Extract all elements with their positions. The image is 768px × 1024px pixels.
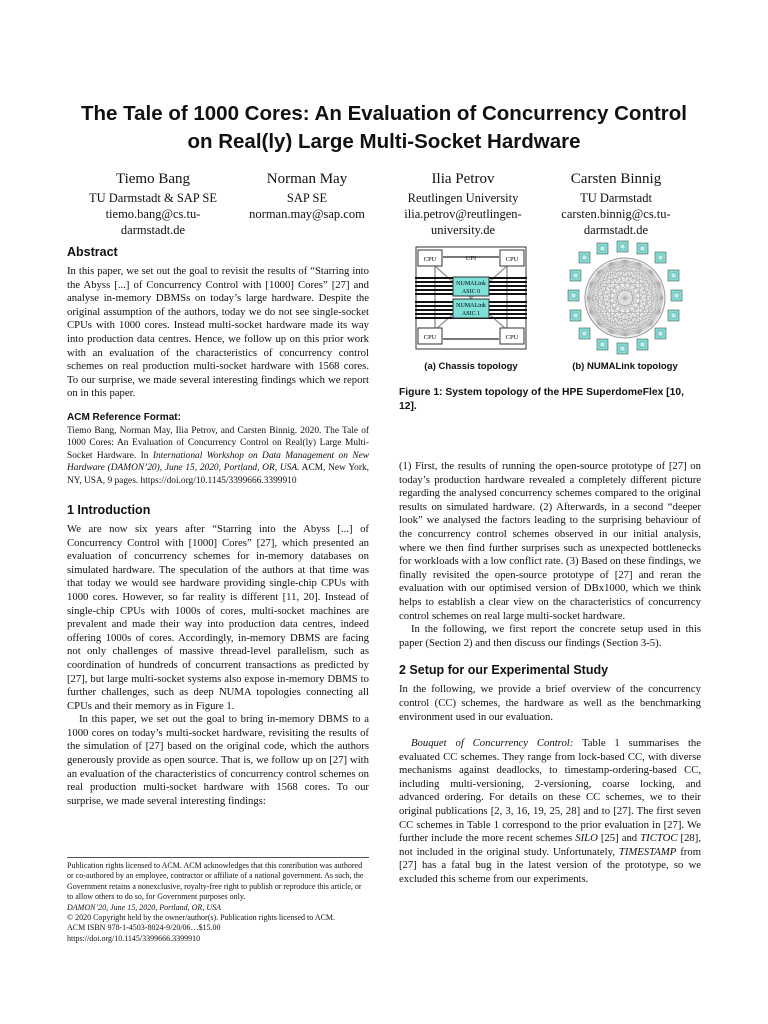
footnote-block xyxy=(67,861,369,944)
author-name: Ilia Petrov xyxy=(431,171,495,187)
acm-ref-text: Tiemo Bang, Norman May, Ilia Petrov, and Carsten Binnig. 2020. The Tale of 1000 Cores: An Evaluation of Concurrency Control on Real(ly) Large Multi-Socket Hardware. In International Workshop on Data Management on New Hardware (DAMON’20), June 15, 2020, Portland, OR, USA. ACM, New York, NY, USA, 9 pages. https://doi.org/10.1145/3399666.3399910 xyxy=(67,425,370,486)
footnote-isbn: ACM ISBN 978-1-4503-8024-9/20/06…$15.00 xyxy=(67,923,221,933)
chassis-node xyxy=(655,328,666,339)
asic1-label-1: NUMALink xyxy=(456,303,486,309)
chassis-node xyxy=(570,310,581,321)
section-2-heading: 2 Setup for our Experimental Study xyxy=(399,663,609,678)
author-name: Norman May xyxy=(266,171,348,187)
chassis-node xyxy=(597,243,608,254)
title-line-1: The Tale of 1000 Cores: An Evaluation of Concurrency Control xyxy=(81,102,687,125)
asic0-label-1: NUMALink xyxy=(456,281,486,287)
bouquet-paragraph: Bouquet of Concurrency Control: Table 1 summarises the evaluated CC schemes. They range from lock-based CC, with diverse mechanisms against deadlocks, to timestamp-ordering-based CC, including multi-versioning, 2-versioning, coarse locking, and advanced ordering. For details on these CC schemes, we to their original publications [2, 3, 16, 19, 25, 28] and to [27]. The first seven CC schemes in Table 1 correspond to the prior evaluation in [27]. We further include the more recent schemes SILO [25] and TICTOC [28], not included in the original study. Unfortunately, TIMESTAMP from [27] has a fatal bug in the latest version of the prototype, so we excluded this scheme from our experiments. xyxy=(399,737,702,886)
abstract-text: In this paper, we set out the goal to revisit the results of “Starring into the Abyss [...] of Concurrency Control with [1000] Cores” [27] and analyse in-memory DBMSs on today’s large hardware. Despite the original assumption of the authors, today we do not see single-socket CPUs with 1000 cores. Instead multi-socket hardware made its way into production data centres. Hence, we follow up on this prior work with an evaluation of the characteristics of concurrency control schemes on real production multi-socket hardware with 1568 cores. To our surprise, we made several interesting findings which we report on in this paper. xyxy=(67,265,369,400)
chassis-node xyxy=(570,270,581,281)
title-line-2: on Real(ly) Large Multi-Socket Hardware xyxy=(187,130,581,153)
following-paragraph: In the following, we first report the concrete setup used in this paper (Section 2) and then discuss our findings (Section 3-5). xyxy=(399,623,701,649)
chassis-node xyxy=(671,290,682,301)
author-email: norman.may@sap.com xyxy=(249,207,365,221)
cpu-label: CPU xyxy=(505,334,519,341)
section-2-intro: In the following, we provide a brief overview of the concurrency control (CC) schemes, the hardware as well as the benchmarking environment used in our evaluation. xyxy=(399,683,701,723)
chassis-node xyxy=(655,252,666,263)
footnote-doi: https://doi.org/10.1145/3399666.3399910 xyxy=(67,933,201,943)
intro-paragraph-1: We are now six years after “Starring into the Abyss [...] of Concurrency Control with [1000] Cores” [27], which presented an evaluation of concurrency schemes for in-memory databases on simulated hardware. The speculation of the authors at that time was that today we would see hardware providing single-chip CPUs with 1000 cores. However, so far reality is different [11, 20]. Instead of single-chip CPUs with 1000s of cores, multi-socket machines are prevalent and made their way into production data centres, indeed offering 1000s of cores. Accordingly, in-memory DBMS are facing not only challenges of massive thread-level parallelism, such as coordination of hundreds of concurrent transactions as predicted by [27], but large multi-socket systems also expose in-memory DBMS to further challenges, such as deep NUMA topologies connecting all CPUs and their memory as in Figure 1. xyxy=(67,522,369,712)
author-block-petrov xyxy=(378,170,548,238)
chassis-node xyxy=(668,270,679,281)
findings-paragraph: (1) First, the results of running the open-source prototype of [27] on today’s production hardware revealed a completely different picture regarding the analysed concurrency schemes compared to the original results on simulated hardware. (2) Afterwards, in a second “deeper look” we analysed the factors leading to the surprising behaviour of the concurrency control schemes observed in our initial analysis, where we then find further surprises such as unexpected bottlenecks for workloads with a low conflict rate. (3) Based on these findings, we finally revisited the open-source prototype of [27] and reran the evaluation with our optimised version of DBx1000, which we think helps to establish a clear view on the characteristics of concurrency control schemes on real large multi-socket hardware. xyxy=(399,460,701,622)
intro-paragraph-2: In this paper, we set out the goal to bring in-memory DBMS to a 1000 cores on today’s multi-socket hardware, revisiting the results of the simulation of [27] based on the original code, which the authors generously provide as open source. That is, we follow up on [27] with an evaluation of the characteristics of concurrency control schemes on real production multi-socket hardware with 1568 cores. To our surprise, we made several interesting findings: xyxy=(67,713,369,807)
footnote-rule xyxy=(67,857,369,858)
footnote-copyright: © 2020 Copyright held by the owner/author(s). Publication rights licensed to ACM. xyxy=(67,913,336,923)
author-affiliation: Reutlingen University xyxy=(407,191,519,205)
chassis-node xyxy=(579,252,590,263)
author-affiliation: SAP SE xyxy=(286,191,328,205)
author-block-may xyxy=(222,170,392,222)
chassis-node xyxy=(637,243,648,254)
author-email: carsten.binnig@cs.tu- xyxy=(561,207,671,221)
chassis-node xyxy=(617,241,628,252)
chassis-topology-diagram xyxy=(415,246,527,350)
author-name: Carsten Binnig xyxy=(570,171,662,187)
author-email-cont: university.de xyxy=(430,223,496,237)
chassis-node xyxy=(579,328,590,339)
numalink-topology-diagram xyxy=(567,240,683,356)
asic1-label-2: ASIC 1 xyxy=(461,311,481,317)
chassis-node xyxy=(637,339,648,350)
author-affiliation: TU Darmstadt & SAP SE xyxy=(88,191,217,205)
chassis-node xyxy=(597,339,608,350)
footnote-rights: Publication rights licensed to ACM. ACM acknowledges that this contribution was authored or co-authored by an employee, contractor or affiliate of a national government. As such, the Government retains a nonexclusive, royalty-free right to publish or reproduce this article, or to allow others to do so, for Government purposes only. xyxy=(67,861,364,902)
author-name: Tiemo Bang xyxy=(115,171,191,187)
author-email: ilia.petrov@reutlingen- xyxy=(404,207,522,221)
subcaption-a: (a) Chassis topology xyxy=(424,361,518,372)
right-column xyxy=(399,460,701,887)
asic0-label-2: ASIC 0 xyxy=(461,289,481,295)
left-column xyxy=(67,244,369,808)
abstract-heading: Abstract xyxy=(67,245,118,259)
subcaption-b: (b) NUMALink topology xyxy=(572,361,678,372)
cpu-label: CPU xyxy=(423,334,437,341)
author-block-binnig xyxy=(531,170,701,238)
author-block-bang xyxy=(68,170,238,238)
figure-caption: Figure 1: System topology of the HPE SuperdomeFlex [10, 12]. xyxy=(399,387,684,412)
cpu-label: CPU xyxy=(423,256,437,263)
author-affiliation: TU Darmstadt xyxy=(580,191,652,205)
interconnect-mesh xyxy=(587,260,663,336)
chassis-node xyxy=(617,343,628,354)
upi-label: UPI xyxy=(465,255,477,262)
chassis-node xyxy=(568,290,579,301)
author-email: tiemo.bang@cs.tu- xyxy=(105,207,201,221)
footnote-venue: DAMON’20, June 15, 2020, Portland, OR, USA xyxy=(67,902,221,912)
chassis-node xyxy=(668,310,679,321)
acm-ref-heading: ACM Reference Format: xyxy=(67,411,181,423)
intro-heading: 1 Introduction xyxy=(67,502,151,517)
paper-title xyxy=(40,100,728,156)
author-email-cont: darmstadt.de xyxy=(120,223,186,237)
cpu-label: CPU xyxy=(505,256,519,263)
author-email-cont: darmstadt.de xyxy=(583,223,649,237)
